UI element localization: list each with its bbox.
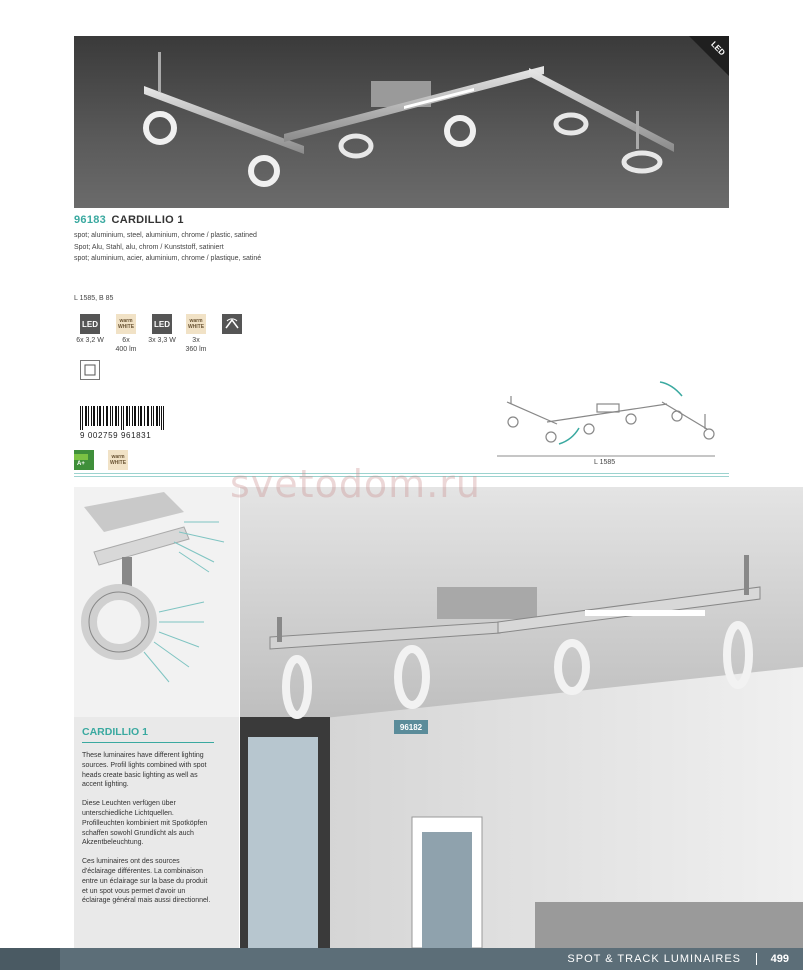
panel-text-en: These luminaires have different lighting sources. Profil lights combined with spot heads create basic lighting as well as accent lighting. — [82, 752, 207, 789]
room-photo — [240, 487, 803, 948]
room-illustration — [240, 487, 803, 948]
panel-content — [82, 726, 214, 915]
description-en: spot; aluminium, steel, aluminium, chrome / plastic, satined — [74, 232, 257, 239]
lumen-value: 360 lm — [185, 345, 207, 353]
panel-text-de: Diese Leuchten verfügen über unterschiedliche Lichtquellen. Profilleuchten kombiniert mit Spotköpfen schaffen sowohl Grundlicht als auch Akzentbeleuchtung. — [82, 800, 208, 847]
led-spec-caption: 3x 3,3 W — [148, 337, 176, 344]
energy-class: A+ — [77, 461, 85, 467]
led-icon — [152, 314, 172, 334]
lumen-caption — [109, 337, 143, 354]
led-icon-label: LED — [82, 319, 98, 329]
white-label: WHITE — [187, 324, 205, 330]
adjustable-head-icon — [222, 314, 242, 334]
product-photo — [74, 36, 729, 208]
energy-label-icon — [74, 450, 94, 470]
product-dimensions: L 1585, B 85 — [74, 295, 114, 302]
warm-label: warm — [119, 318, 133, 324]
barcode-icon — [80, 406, 164, 430]
warm-white-icon — [116, 314, 136, 334]
spot-detail-illustration — [74, 487, 239, 717]
warm-white-icon — [186, 314, 206, 334]
lumen-caption — [179, 337, 213, 354]
product-description — [74, 230, 261, 265]
led-corner-badge — [689, 36, 729, 76]
lumen-count: 3x — [192, 337, 200, 344]
energy-arrow — [74, 454, 88, 460]
description-de: Spot; Alu, Stahl, alu, chrom / Kunststoff, satiniert — [74, 243, 224, 251]
warm-label: warm — [189, 318, 203, 324]
warm-label: warm — [111, 454, 125, 460]
warm-white-icon — [108, 450, 128, 470]
protection-class-icon — [80, 360, 100, 380]
footer-left-strip — [0, 948, 60, 970]
led-icon-label: LED — [154, 319, 170, 329]
footer-section-title: SPOT & TRACK LUMINAIRES — [567, 953, 741, 965]
watermark: svetodom.ru — [230, 462, 481, 506]
panel-text-fr: Ces luminaires ont des sources d'éclairage différentes. La combinaison entre un éclairage sur la base du produit et un spot vous permet d'avoir un éclairage général mais aussi directionnel. — [82, 858, 211, 905]
lumen-value: 400 lm — [115, 345, 137, 353]
product-heading — [74, 214, 184, 226]
description-fr: spot; aluminium, acier, aluminium, chrome / plastique, satiné — [74, 255, 262, 262]
white-label: WHITE — [109, 460, 127, 466]
product-name: CARDILLIO 1 — [111, 214, 184, 226]
led-spec-caption: 6x 3,2 W — [76, 337, 104, 344]
barcode-number: 9 002759 961831 — [80, 431, 152, 440]
panel-title: CARDILLIO 1 — [82, 726, 214, 743]
product-code: 96183 — [74, 214, 107, 226]
technical-drawing — [497, 374, 722, 469]
led-corner-label: LED — [709, 39, 727, 58]
page-number: 499 — [770, 953, 789, 965]
led-icon — [80, 314, 100, 334]
product-illustration — [74, 36, 729, 208]
white-label: WHITE — [117, 324, 135, 330]
product-tag: 96182 — [394, 720, 428, 734]
length-dimension-label: L 1585 — [594, 459, 616, 466]
lumen-count: 6x — [122, 337, 130, 344]
footer-separator — [756, 953, 757, 965]
